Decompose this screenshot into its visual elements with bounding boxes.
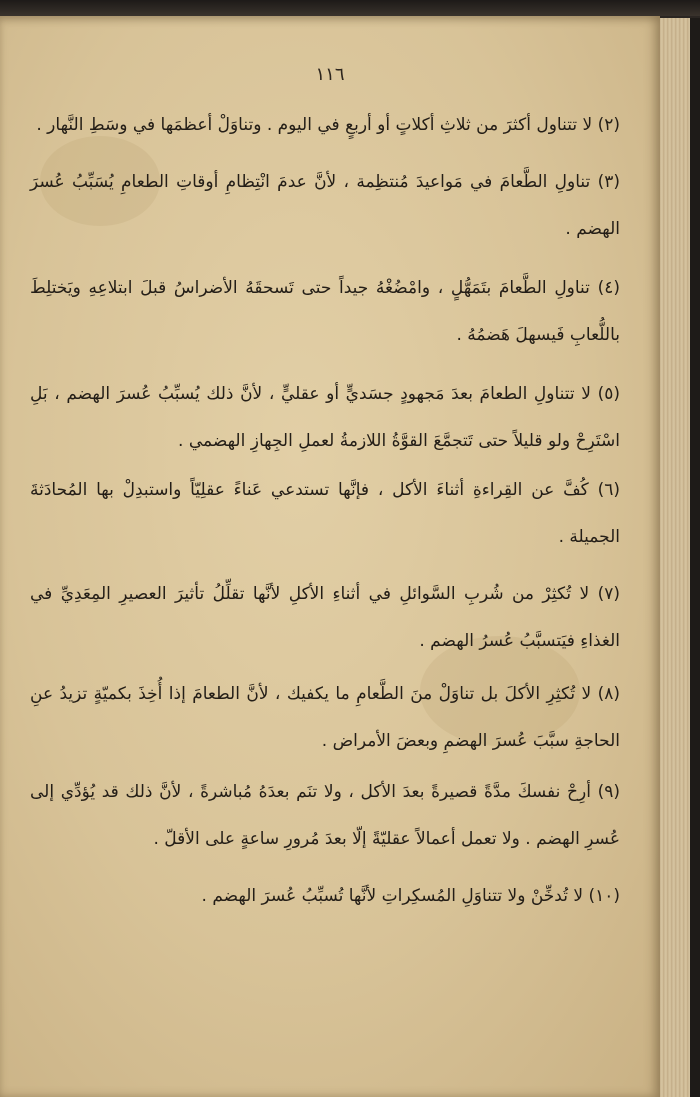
list-item: (١٠) لا تُدخِّنْ ولا تتناوَلِ المُسكِراتِ لأنَّها تُسبِّبُ عُسرَ الهضم . <box>201 886 620 906</box>
list-item: (٨) لا تُكثِرِ الأكلَ بل تناوَلْ منَ الطَّعامِ ما يكفيك ، لأنَّ الطعامَ إذا أُخِذَ بكميّةٍ تزيدُ عنِ الحاجةِ سبَّبَ عُسرَ الهضمِ وبعضَ الأمراض . <box>30 684 620 751</box>
book-page <box>0 16 660 1097</box>
page-text <box>30 102 620 926</box>
list-item: (٦) كُفَّ عن القِراءةِ أثناءَ الأكل ، فإنَّها تستدعي عَناءً عقلِيّاً واستبدِلْ بها المُحادَثةَ الجميلة . <box>30 480 620 547</box>
book-cover-edge <box>0 0 700 16</box>
list-item: (٢) لا تتناول أكثرَ من ثلاثِ أكلاتٍ أو أربعٍ في اليوم . وتناوَلْ أعظمَها في وسَطِ النَّهار . <box>36 115 620 135</box>
list-item: (٤) تناولِ الطَّعامَ بتَمَهُّلٍ ، وامْضُغْهُ جيداً حتى تَسحقَهُ الأضراسُ قبلَ ابتلاعِهِ ويَختلِطَ باللُّعابِ فَيسهلَ هَضمُهُ . <box>30 278 620 345</box>
list-item: (٥) لا تتناولِ الطعامَ بعدَ مَجهودٍ جسَديٍّ أو عقليٍّ ، لأنَّ ذلك يُسبِّبُ عُسرَ الهضم ، بَلِ اسْتَرِحْ ولو قليلاً حتى تَتجمَّعَ القوَّةُ اللازمةُ لعملِ الجِهازِ الهضمي . <box>30 384 620 451</box>
list-item: (٣) تناولِ الطَّعامَ في مَواعيدَ مُنتظِمة ، لأنَّ عدمَ انْتِظامِ أوقاتِ الطعامِ يُسَبِّبُ عُسرَ الهضم . <box>30 172 620 239</box>
list-item: (٩) أرِحْ نفسكَ مدَّةً قصيرةً بعدَ الأكل ، ولا تنَم بعدَهُ مُباشرةً ، لأنَّ ذلك قد يُؤدِّي إلى عُسرِ الهضم . ولا تعمل أعمالاً عقليّةً إلّا بعدَ مُرورِ ساعةٍ على الأقلّ . <box>30 782 620 849</box>
page-number: ١١٦ <box>315 64 345 85</box>
list-item: (٧) لا تُكثِرْ من شُربِ السَّوائلِ في أثناءِ الأكلِ لأنَّها تقلِّلُ تأثيرَ العصيرِ المِعَدِيِّ في الغذاءِ فيَتسبَّبُ عُسرُ الهضم . <box>30 584 620 651</box>
